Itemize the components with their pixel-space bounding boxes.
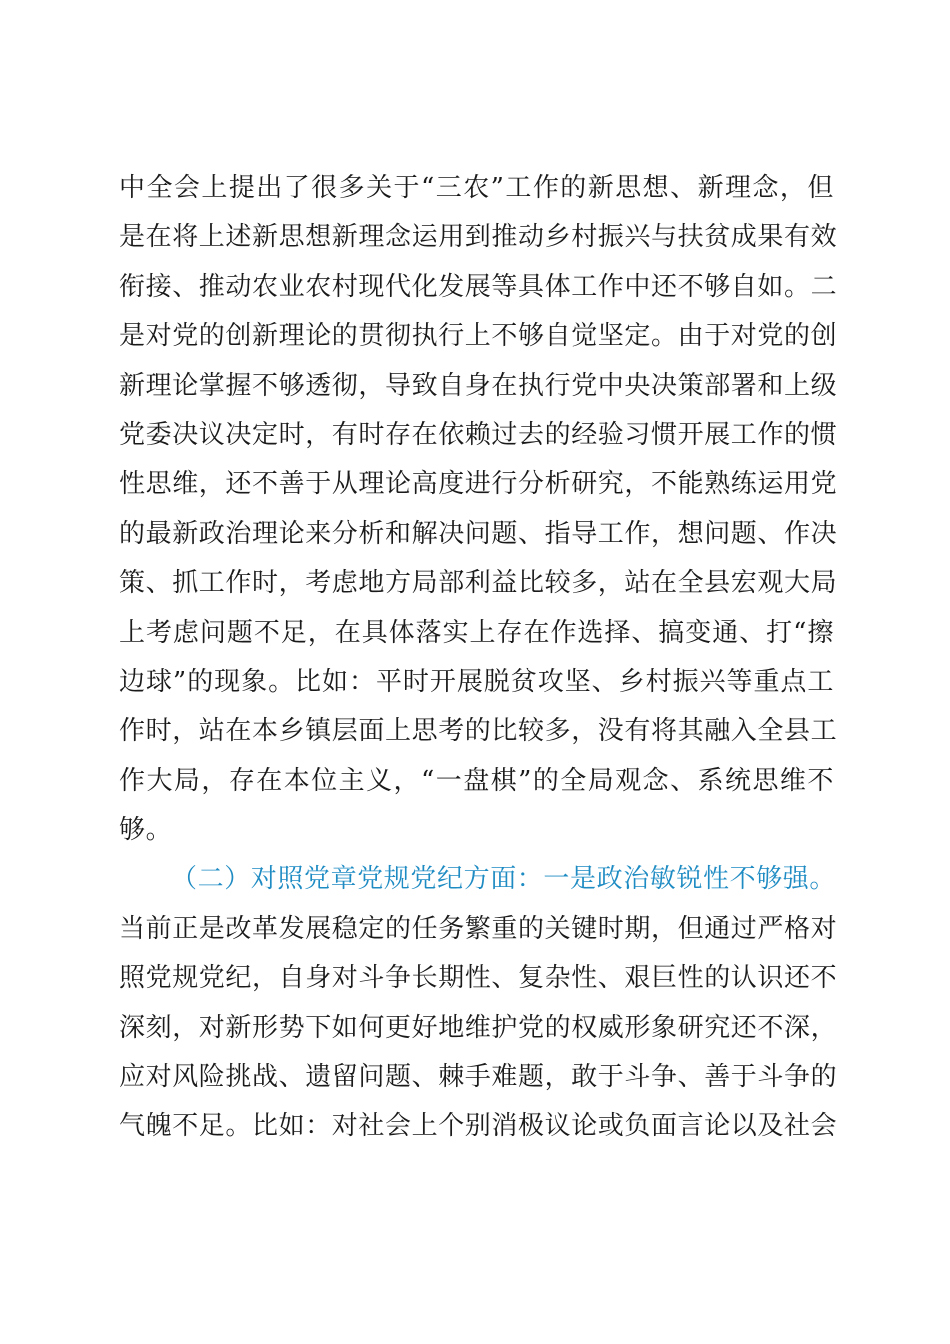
- text-line: 够。: [119, 815, 173, 846]
- text-line: 是在将上述新思想新理念运用到推动乡村振兴与扶贫成果有效: [119, 222, 838, 253]
- text-line: 策、抓工作时，考虑地方局部利益比较多，站在全县宏观大局: [119, 568, 838, 599]
- text-line: 应对风险挑战、遗留问题、棘手难题，敢于斗争、善于斗争的: [119, 1062, 838, 1093]
- text-line: 照党规党纪，自身对斗争长期性、复杂性、艰巨性的认识还不: [119, 963, 838, 994]
- text-line: 作时，站在本乡镇层面上思考的比较多，没有将其融入全县工: [119, 716, 838, 747]
- text-line: 性思维，还不善于从理论高度进行分析研究，不能熟练运用党: [119, 469, 838, 500]
- text-line: 党委决议决定时，有时存在依赖过去的经验习惯开展工作的惯: [119, 419, 838, 450]
- text-line: 当前正是改革发展稳定的任务繁重的关键时期，但通过严格对: [119, 913, 838, 944]
- text-line: 新理论掌握不够透彻，导致自身在执行党中央决策部署和上级: [119, 370, 838, 401]
- document-body: [119, 164, 838, 1152]
- text-line: 气魄不足。比如：对社会上个别消极议论或负面言论以及社会: [119, 1111, 838, 1142]
- text-line: 衔接、推动农业农村现代化发展等具体工作中还不够自如。二: [119, 271, 838, 302]
- text-line: 是对党的创新理论的贯彻执行上不够自觉坚定。由于对党的创: [119, 321, 838, 352]
- text-line: 上考虑问题不足，在具体落实上存在作选择、搞变通、打“擦: [119, 617, 834, 648]
- text-line: 的最新政治理论来分析和解决问题、指导工作，想问题、作决: [119, 518, 838, 549]
- text-line: 中全会上提出了很多关于“三农”工作的新思想、新理念，但: [119, 173, 834, 203]
- text-line: 边球”的现象。比如：平时开展脱贫攻坚、乡村振兴等重点工: [119, 666, 834, 697]
- section-heading: （二）对照党章党规党纪方面：一是政治敏锐性不够强。: [171, 864, 837, 895]
- text-line: 作大局，存在本位主义，“一盘棋”的全局观念、系统思维不: [119, 765, 834, 796]
- text-line: 深刻，对新形势下如何更好地维护党的权威形象研究还不深，: [119, 1012, 838, 1043]
